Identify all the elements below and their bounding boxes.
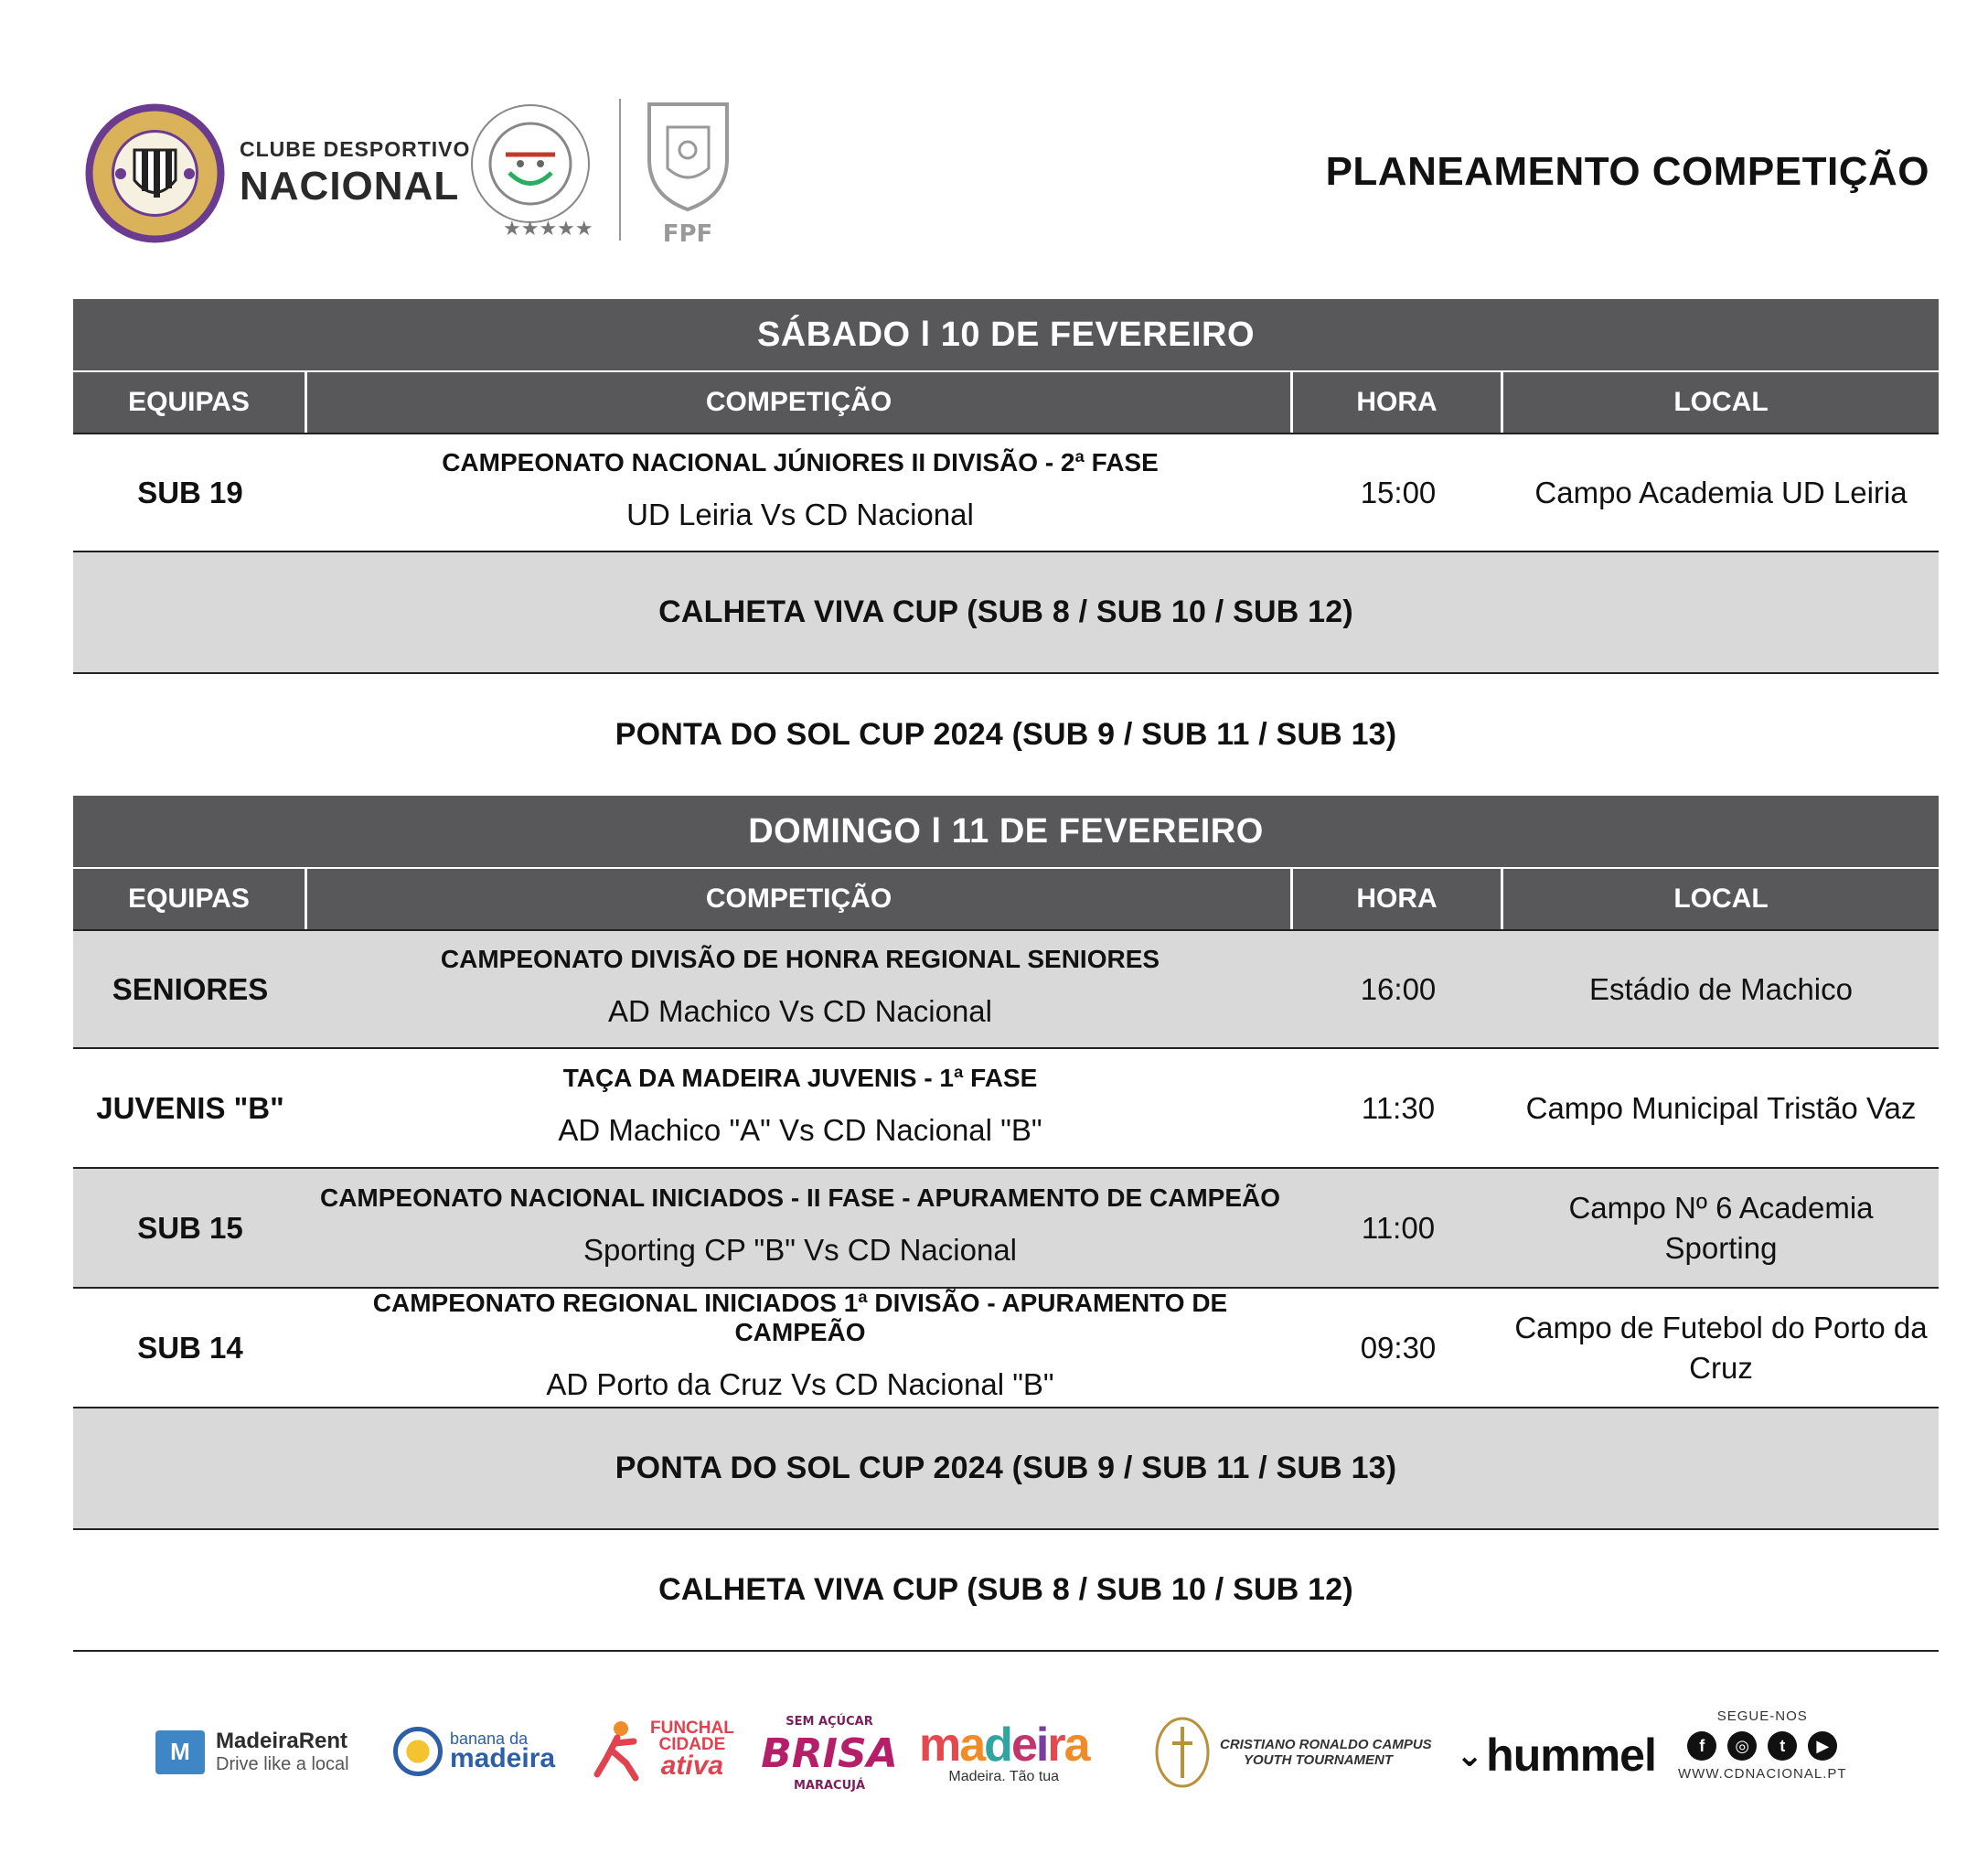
- sponsor-brisa[interactable]: [761, 1710, 898, 1797]
- page-title: PLANEAMENTO COMPETIÇÃO: [1325, 149, 1929, 194]
- fpf-label: FPF: [662, 220, 713, 248]
- col-time: HORA: [1293, 869, 1503, 929]
- madeira-wordmark: [919, 1719, 1089, 1772]
- day-header: SÁBADO l 10 DE FEVEREIRO: [73, 299, 1939, 370]
- venue-cell: Campo Academia UD Leiria: [1534, 475, 1908, 509]
- column-headers: [73, 867, 1939, 929]
- competition-name: TAÇA DA MADEIRA JUVENIS - 1ª FASE: [562, 1063, 1038, 1092]
- col-competition: COMPETIÇÃO: [307, 372, 1293, 433]
- fpf-emblem-icon: [640, 95, 736, 246]
- madeira-letter: i: [1035, 1719, 1048, 1772]
- competition-name: CAMPEONATO NACIONAL INICIADOS - II FASE - APURAMENTO DE CAMPEÃO: [319, 1183, 1281, 1212]
- social-links: [1678, 1708, 1847, 1782]
- competition-name: CAMPEONATO DIVISÃO DE HONRA REGIONAL SENIORES: [440, 944, 1160, 973]
- club-crest-icon: [84, 102, 226, 244]
- madeira-letter: e: [1010, 1719, 1036, 1772]
- tournament-row: PONTA DO SOL CUP 2024 (SUB 9 / SUB 11 / SUB 13): [615, 717, 1397, 752]
- youtube-icon[interactable]: ▶: [1808, 1731, 1837, 1761]
- madeirarent-tagline: Drive like a local: [216, 1754, 349, 1774]
- competition-cell: [307, 931, 1293, 1047]
- time-cell: 11:30: [1361, 1090, 1436, 1125]
- team-cell: SENIORES: [112, 971, 269, 1006]
- game-row: [73, 1049, 1939, 1169]
- tournament-row: CALHETA VIVA CUP (SUB 8 / SUB 10 / SUB 12): [73, 1530, 1939, 1652]
- col-venue: LOCAL: [1503, 869, 1939, 929]
- banana-top-text: banana da: [450, 1729, 529, 1748]
- sponsor-funchal-cidade-ativa[interactable]: [590, 1718, 734, 1782]
- madeira-letter: m: [919, 1719, 960, 1772]
- column-headers: [73, 370, 1939, 433]
- banana-bottom-text: madeira: [450, 1742, 556, 1773]
- club-wordmark: [240, 137, 470, 209]
- facebook-icon[interactable]: f: [1687, 1731, 1716, 1761]
- competition-name: CAMPEONATO REGIONAL INICIADOS 1ª DIVISÃO - APURAMENTO DE CAMPEÃO: [372, 1288, 1228, 1346]
- competition-cell: [307, 1289, 1293, 1407]
- sponsor-visit-madeira[interactable]: [919, 1721, 1088, 1785]
- twitter-icon[interactable]: t: [1768, 1731, 1797, 1761]
- certified-academy-seal-icon: [462, 98, 599, 244]
- cr7-line1: CRISTIANO RONALDO CAMPUS: [1220, 1737, 1432, 1752]
- instagram-icon[interactable]: ◎: [1727, 1731, 1757, 1761]
- website-link[interactable]: WWW.CDNACIONAL.PT: [1678, 1766, 1847, 1782]
- sunday-schedule: [73, 796, 1939, 1652]
- venue-cell: Campo Municipal Tristão Vaz: [1525, 1090, 1917, 1125]
- match-fixture: UD Leiria Vs CD Nacional: [626, 497, 974, 531]
- madeira-tagline: Madeira. Tão tua: [948, 1769, 1060, 1784]
- running-figure-icon: [590, 1718, 645, 1782]
- club-name-line2: NACIONAL: [240, 164, 460, 209]
- brisa-top-text: SEM AÇÚCAR: [786, 1715, 873, 1729]
- team-cell: SUB 15: [137, 1210, 243, 1245]
- social-label: SEGUE-NOS: [1716, 1708, 1808, 1724]
- col-time: HORA: [1293, 372, 1503, 433]
- sponsor-banana-da-madeira[interactable]: [393, 1727, 555, 1776]
- madeira-letter: d: [984, 1719, 1011, 1772]
- hummel-chevron-icon: ⌄: [1456, 1736, 1483, 1773]
- sponsor-strip: [0, 1701, 1988, 1811]
- team-cell: JUVENIS "B": [96, 1090, 284, 1125]
- competition-cell: [307, 434, 1293, 551]
- sponsor-cr7-campus[interactable]: [1154, 1716, 1432, 1789]
- team-cell: SUB 14: [137, 1330, 243, 1365]
- madeirarent-logo-icon: M: [155, 1730, 205, 1774]
- hummel-wordmark: hummel: [1486, 1729, 1656, 1781]
- tournament-row: CALHETA VIVA CUP (SUB 8 / SUB 10 / SUB 12): [73, 552, 1939, 674]
- cr7-emblem-icon: [1154, 1716, 1211, 1789]
- sponsor-madeirarent[interactable]: [155, 1729, 349, 1775]
- madeira-letter: a: [1063, 1719, 1089, 1772]
- brisa-name-text: BRISA: [761, 1730, 898, 1777]
- competition-cell: [307, 1169, 1293, 1287]
- funchal-line1: FUNCHAL: [650, 1719, 734, 1738]
- venue-cell: Campo de Futebol do Porto da Cruz: [1514, 1310, 1928, 1385]
- cr7-line2: YOUTH TOURNAMENT: [1244, 1752, 1394, 1768]
- game-row: [73, 1289, 1939, 1408]
- header-divider: [619, 99, 621, 241]
- competition-name: CAMPEONATO NACIONAL JÚNIORES II DIVISÃO - 2ª FASE: [442, 447, 1159, 477]
- banana-logo-icon: [393, 1727, 443, 1776]
- col-venue: LOCAL: [1503, 372, 1939, 433]
- time-cell: 15:00: [1360, 475, 1437, 509]
- time-cell: 09:30: [1360, 1330, 1437, 1365]
- funchal-line2: CIDADE: [658, 1735, 726, 1754]
- time-cell: 16:00: [1360, 971, 1437, 1006]
- col-teams: EQUIPAS: [73, 372, 307, 433]
- day-header: DOMINGO l 11 DE FEVEREIRO: [73, 796, 1939, 867]
- saturday-schedule: [73, 299, 1939, 796]
- madeira-letter: r: [1047, 1719, 1064, 1772]
- madeira-letter: a: [959, 1719, 985, 1772]
- game-row: [73, 1169, 1939, 1289]
- match-fixture: AD Porto da Cruz Vs CD Nacional "B": [546, 1366, 1054, 1401]
- game-row: [73, 433, 1939, 552]
- match-fixture: Sporting CP "B" Vs CD Nacional: [583, 1232, 1018, 1267]
- brisa-bottom-text: MARACUJÁ: [793, 1779, 866, 1793]
- game-row: [73, 929, 1939, 1049]
- madeirarent-name: MadeiraRent: [216, 1729, 348, 1753]
- tournament-row: PONTA DO SOL CUP 2024 (SUB 9 / SUB 11 / SUB 13): [73, 1408, 1939, 1530]
- sponsor-hummel[interactable]: [1456, 1729, 1656, 1782]
- funchal-line3: ativa: [660, 1751, 724, 1781]
- competition-cell: [307, 1049, 1293, 1167]
- col-teams: EQUIPAS: [73, 869, 307, 929]
- brisa-logo-icon: [761, 1710, 898, 1797]
- page-header: [0, 0, 1988, 293]
- team-cell: SUB 19: [137, 475, 243, 509]
- match-fixture: AD Machico Vs CD Nacional: [608, 993, 992, 1028]
- match-fixture: AD Machico "A" Vs CD Nacional "B": [558, 1112, 1042, 1147]
- club-name-line1: CLUBE DESPORTIVO: [240, 137, 471, 161]
- venue-cell: Campo Nº 6 Academia Sporting: [1568, 1190, 1874, 1265]
- time-cell: 11:00: [1361, 1210, 1436, 1245]
- venue-cell: Estádio de Machico: [1589, 971, 1853, 1006]
- col-competition: COMPETIÇÃO: [307, 869, 1293, 929]
- svg-text:★★★★★: ★★★★★: [503, 218, 593, 241]
